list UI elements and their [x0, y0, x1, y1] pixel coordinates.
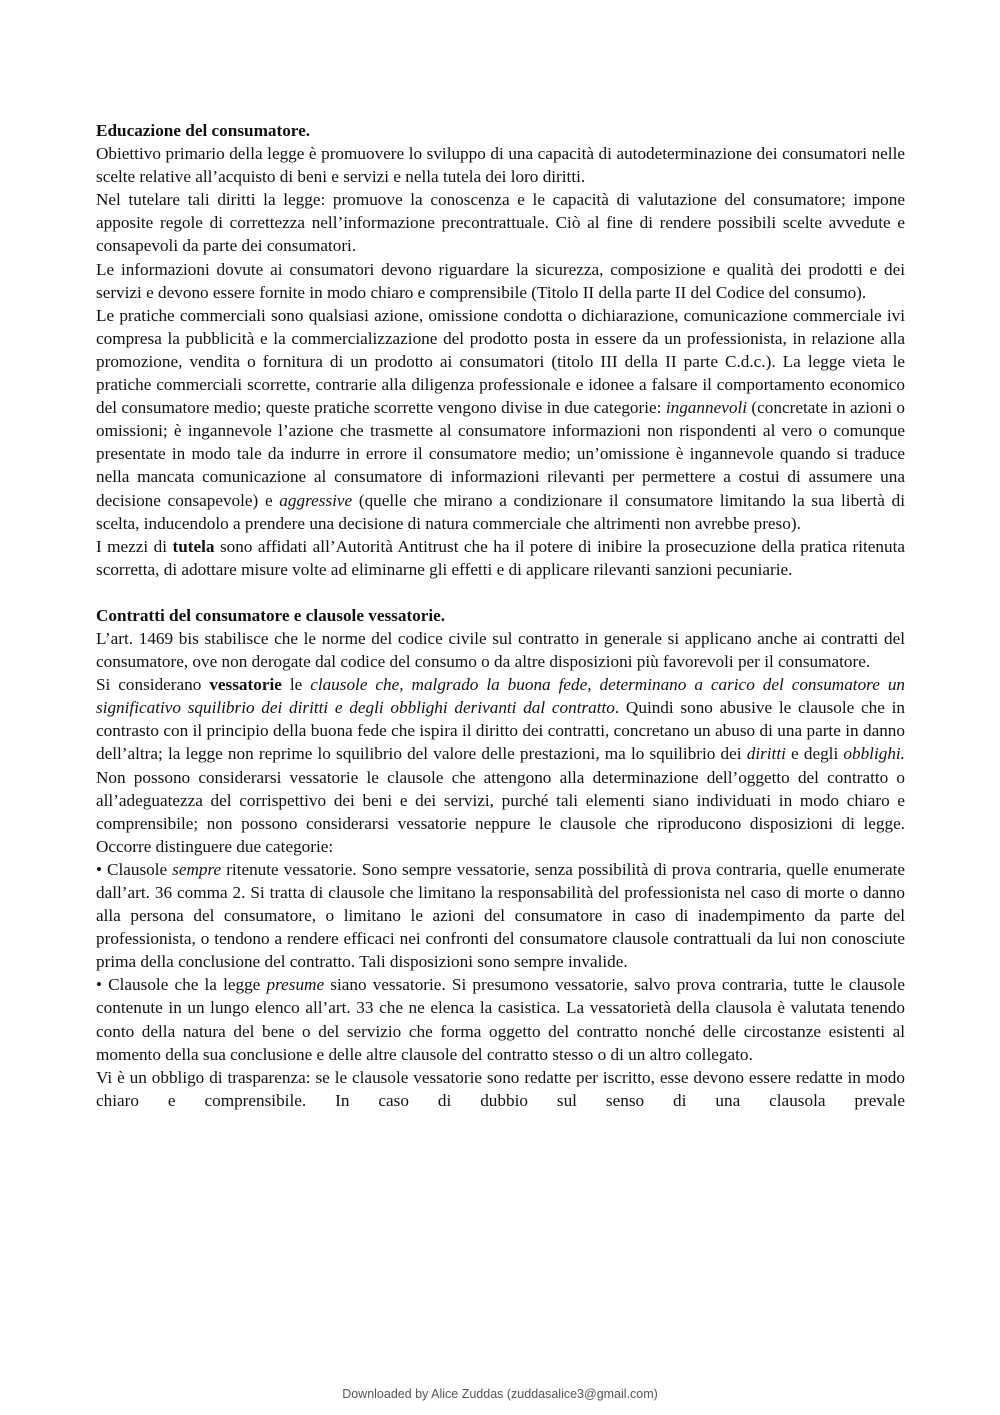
- text-run: Si considerano: [96, 675, 210, 695]
- paragraph: Le informazioni dovute ai consumatori devono riguardare la sicurezza, composizione e qualità dei prodotti e dei servizi e devono essere fornite in modo chiaro e comprensibile (Titolo II della parte II del Codice del consumo).: [96, 259, 905, 302]
- text-run: ritenute vessatorie. Sono sempre vessatorie, senza possibilità di prova contraria, quelle enumerate dall’art. 36 comma 2. Si tratta di clausole che limitano la responsabilità del professionista nel caso di morte o danno alla persona del consumatore, o limitano le azioni del consumatore in caso di inadempimento da parte del professionista, o tendono a rendere efficaci nei confronti del consumatore clausole contrattuali da lui non conosciute prima della conclusione del contratto. Tali disposizioni sono sempre invalide.: [96, 859, 905, 972]
- italic-term: obblighi.: [843, 744, 905, 764]
- text-run: I mezzi di: [96, 536, 173, 556]
- text-run: (concretate in azioni o omissioni; è ingannevole l’azione che trasmette al consumatore informazioni non rispondenti al vero o comunque presentate in modo tale da indurre in errore il consumatore medio; un’omissione è ingannevole quando si traduce nella mancata comunicazione al consumatore di informazioni rilevanti per permettere a costui di assumere una decisione consapevole) e: [96, 398, 905, 510]
- paragraph-trasparenza: Vi è un obbligo di trasparenza: se le clausole vessatorie sono redatte per iscritto, esse devono essere redatte in modo chiaro e comprensibile. In caso di dubbio sul senso di una clausola prevale: [96, 1067, 905, 1110]
- italic-definition: clausole che, malgrado la buona fede, determinano a carico del consumatore un significativo squilibrio dei diritti e degli obblighi derivanti dal contratto: [96, 675, 906, 718]
- text-run: Le pratiche commerciali sono qualsiasi azione, omissione condotta o dichiarazione, comunicazione commerciale ivi compresa la pubblicità e la commercializzazione del prodotto posta in essere da un professionista, in relazione alla promozione, vendita o fornitura di un prodotto ai consumatori (titolo III della II parte C.d.c.). La legge vieta le pratiche commerciali scorrette, contrarie alla diligenza professionale e idonee a falsare il comportamento economico del consumatore medio; queste pratiche scorrette vengono divise in due categorie:: [96, 305, 905, 418]
- text-run: (quelle che mirano a condizionare il consumatore limitando la sua libertà di scelta, inducendolo a prendere una decisione di natura commerciale che altrimenti non avrebbe preso).: [96, 490, 905, 533]
- paragraph-vessatorie: [96, 673, 905, 858]
- italic-term: sempre: [172, 859, 222, 879]
- text-run: sono affidati all’Autorità Antitrust che ha il potere di inibire la prosecuzione della pratica ritenuta scorretta, di adottare misure volte ad eliminarne gli effetti e di applicare rilevanti sanzioni pecuniarie.: [96, 536, 906, 579]
- text-run: • Clausole: [96, 859, 173, 879]
- italic-term: diritti: [746, 744, 786, 764]
- text-run: • Clausole che la legge: [96, 975, 267, 995]
- paragraph: L’art. 1469 bis stabilisce che le norme del codice civile sul contratto in generale si applicano anche ai contratti del consumatore, ove non derogate dal codice del consumo o da altre disposizioni più favorevoli per il consumatore.: [96, 628, 905, 672]
- paragraph-pratiche-commerciali: [96, 304, 905, 535]
- bold-term: tutela: [172, 536, 215, 556]
- bullet-item-presume: [96, 973, 905, 1065]
- document-page: [96, 119, 905, 1112]
- paragraph: Nel tutelare tali diritti la legge: promuove la conoscenza e le capacità di valutazione del consumatore; impone apposite regole di correttezza nell’informazione precontrattuale. Ciò al fine di rendere possibili scelte avvedute e consapevoli da parte dei consumatori.: [96, 190, 905, 256]
- text-run: Non possono considerarsi vessatorie le clausole che attengono alla determinazione dell’oggetto del contratto o all’adeguatezza del corrispettivo dei beni e dei servizi, purché tali elementi siano individuati in modo chiaro e comprensibile; non possono considerarsi vessatorie neppure le clausole che riproducono disposizioni di legge. Occorre distinguere due categorie:: [96, 767, 905, 856]
- text-run: le: [281, 675, 311, 695]
- section-heading-educazione: Educazione del consumatore.: [96, 121, 311, 140]
- text-run: . Quindi sono abusive le clausole che in contrasto con il principio della buona fede che ispira il diritto dei contratti, concretano un abuso di una parte in danno dell’altra; la legge non reprime lo squilibrio del valore delle prestazioni, ma lo squilibrio dei: [96, 698, 905, 764]
- download-footer: Downloaded by Alice Zuddas (zuddasalice3@gmail.com): [342, 1387, 658, 1401]
- text-run: siano vessatorie. Si presumono vessatorie, salvo prova contraria, tutte le clausole contenute in un lungo elenco all’art. 33 che ne elenca la casistica. La vessatorietà della clausola è valutata tenendo conto della natura del bene o del servizio che forma oggetto del contratto nonché delle circostanze esistenti al momento della sua conclusione e delle altre clausole del contratto stesso o di un altro collegato.: [96, 975, 906, 1064]
- section-heading-contratti: Contratti del consumatore e clausole vessatorie.: [96, 605, 446, 625]
- text-run: e degli: [785, 744, 844, 764]
- section-spacer: [96, 581, 905, 604]
- italic-term: presume: [266, 975, 325, 995]
- italic-term: ingannevoli: [665, 398, 747, 418]
- bullet-item-sempre: [96, 858, 905, 973]
- bold-term: vessatorie: [209, 675, 282, 695]
- paragraph-tutela: [96, 535, 905, 581]
- italic-term: aggressive: [279, 490, 353, 510]
- paragraph: Obiettivo primario della legge è promuovere lo sviluppo di una capacità di autodeterminazione dei consumatori nelle scelte relative all’acquisto di beni e servizi e nella tutela dei loro diritti.: [96, 144, 905, 187]
